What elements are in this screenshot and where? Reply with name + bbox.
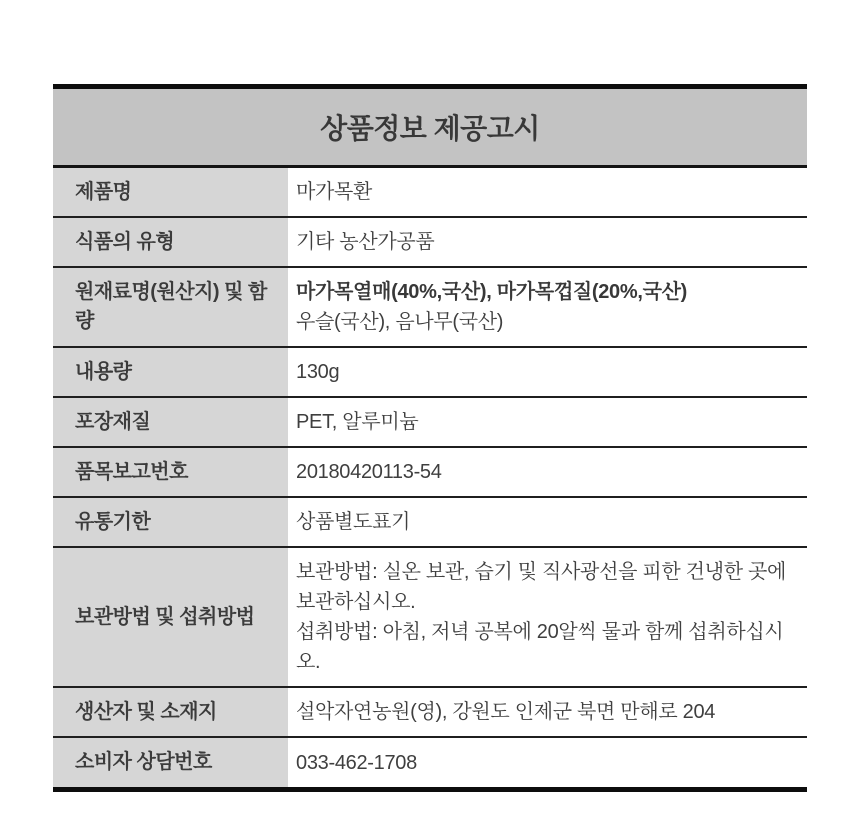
product-info-table xyxy=(53,84,807,792)
table-row-storage-intake xyxy=(53,548,807,688)
row-value: 130g xyxy=(288,348,807,396)
ingredients-main: 마가목열매(40%,국산), 마가목껍질(20%,국산) xyxy=(296,281,688,303)
table-row-product-name xyxy=(53,168,807,218)
table-row-customer-service xyxy=(53,738,807,787)
row-value: 033-462-1708 xyxy=(288,738,807,787)
row-label: 식품의 유형 xyxy=(53,218,288,266)
row-label: 품목보고번호 xyxy=(53,448,288,496)
row-label: 원재료명(원산지) 및 함량 xyxy=(53,268,288,346)
table-row-packaging xyxy=(53,398,807,448)
table-row-ingredients xyxy=(53,268,807,348)
storage-method: 보관방법: 실온 보관, 습기 및 직사광선을 피한 건냉한 곳에 보관하십시오. xyxy=(296,561,787,613)
row-value xyxy=(288,268,807,346)
table-row-expiration xyxy=(53,498,807,548)
table-title: 상품정보 제공고시 xyxy=(53,89,807,168)
row-label: 생산자 및 소재지 xyxy=(53,688,288,736)
row-value: PET, 알루미늄 xyxy=(288,398,807,446)
row-label: 내용량 xyxy=(53,348,288,396)
row-label: 제품명 xyxy=(53,168,288,216)
table-row-food-type xyxy=(53,218,807,268)
table-row-producer xyxy=(53,688,807,738)
table-row-net-content xyxy=(53,348,807,398)
row-value xyxy=(288,548,807,686)
row-value: 20180420113-54 xyxy=(288,448,807,496)
row-value: 설악자연농원(영), 강원도 인제군 북면 만해로 204 xyxy=(288,688,807,736)
row-value: 상품별도표기 xyxy=(288,498,807,546)
row-label: 유통기한 xyxy=(53,498,288,546)
intake-method: 섭취방법: 아침, 저녁 공복에 20알씩 물과 함께 섭취하십시오. xyxy=(296,621,784,673)
row-label: 소비자 상담번호 xyxy=(53,738,288,787)
table-row-report-number xyxy=(53,448,807,498)
row-value: 마가목환 xyxy=(288,168,807,216)
ingredients-rest: 우슬(국산), 음나무(국산) xyxy=(296,311,504,333)
row-label: 보관방법 및 섭취방법 xyxy=(53,548,288,686)
row-value: 기타 농산가공품 xyxy=(288,218,807,266)
row-label: 포장재질 xyxy=(53,398,288,446)
